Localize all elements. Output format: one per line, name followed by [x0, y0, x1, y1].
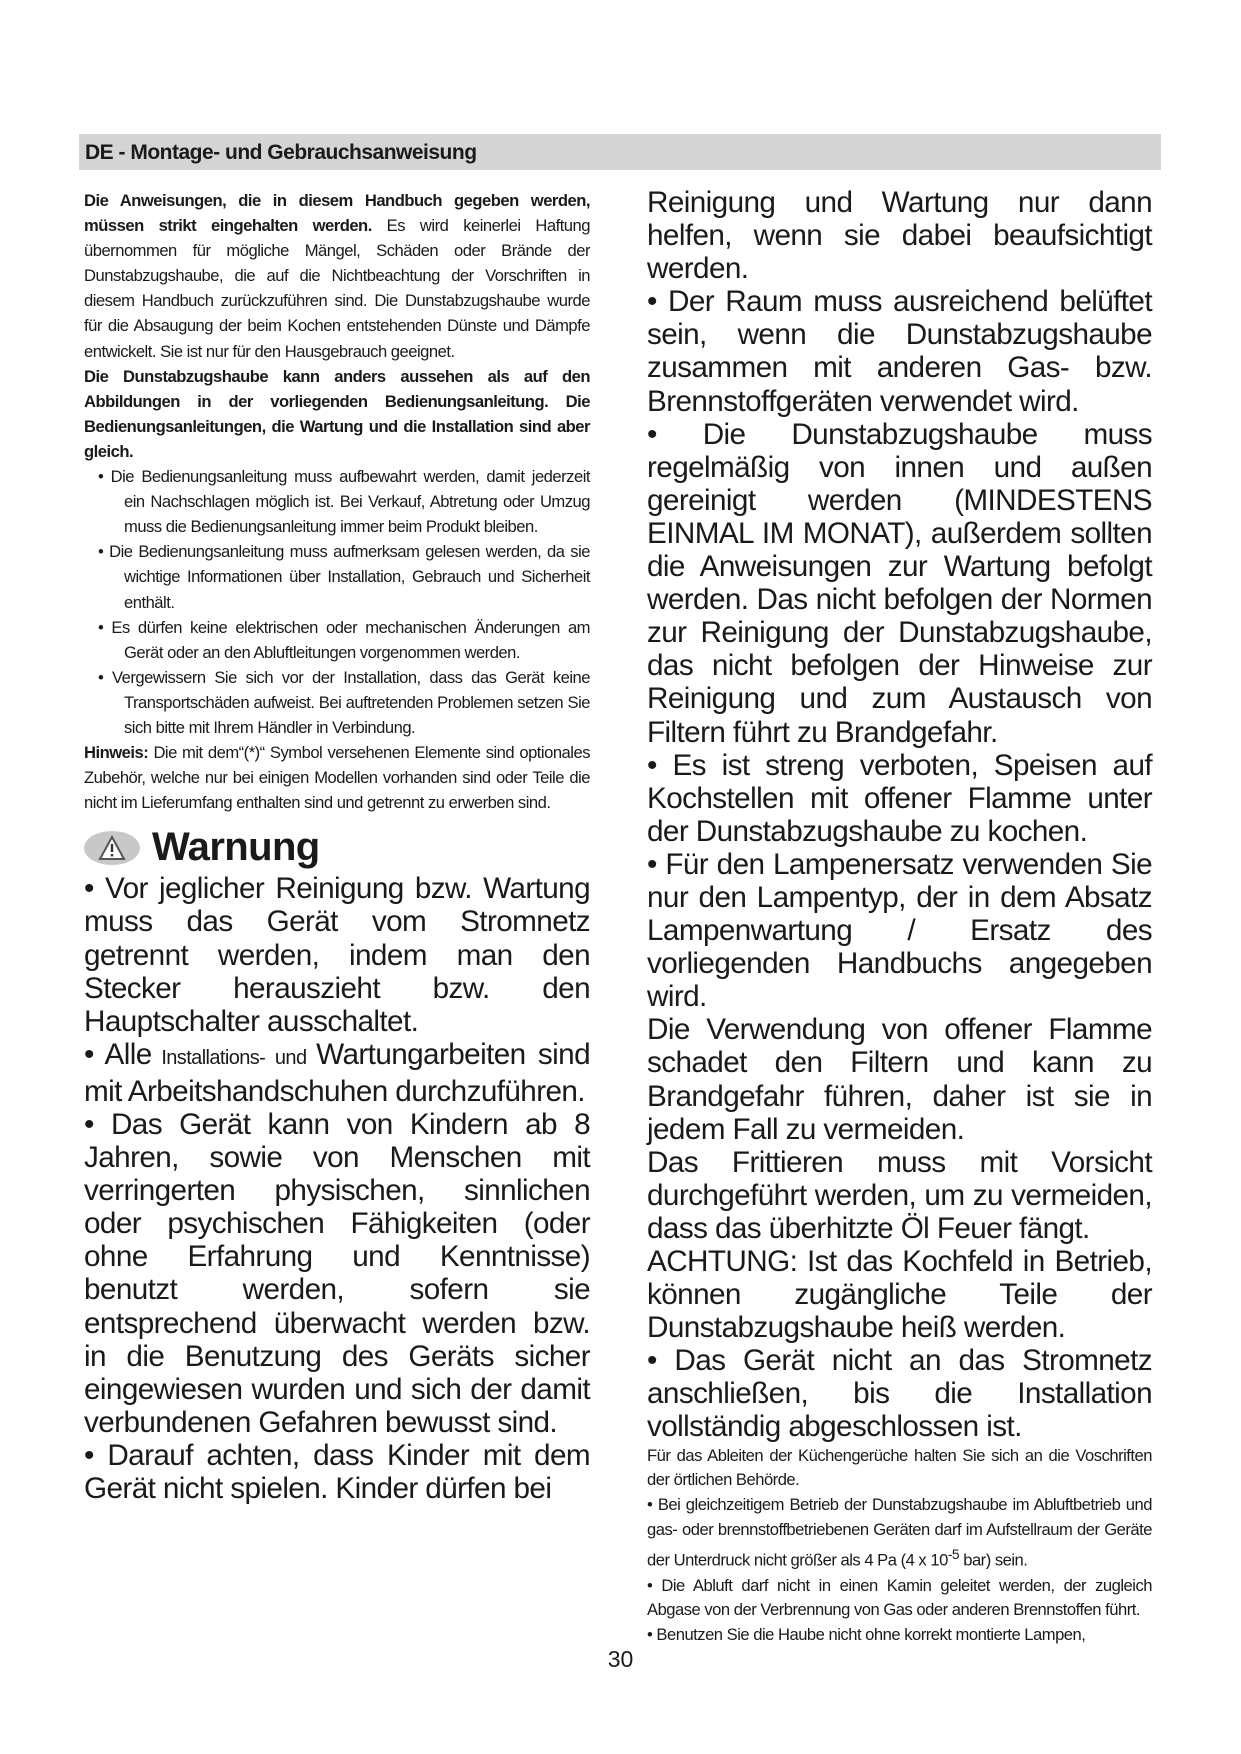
- section-header: [79, 134, 1161, 170]
- hint-text: Die mit dem“(*)“ Symbol versehenen Elemente sind optionales Zubehör, welche nur bei einigen Modellen vorhanden sind oder Teile die nicht im Lieferumfang enthalten sind und getrennt zu erwerben sind.: [84, 743, 590, 813]
- appearance-note: Die Dunstabzugshaube kann anders aussehen als auf den Abbildungen in der vorliegenden Bedienungsanleitung. Die Bedienungsanleitungen, die Wartung und die Installation sind aber gleich.: [84, 366, 590, 461]
- bullet-item: • Vergewissern Sie sich vor der Installation, dass das Gerät keine Transportschäden aufweist. Bei auftretenden Problemen setzen Sie sich bitte mit Ihrem Händler in Verbindung.: [98, 667, 590, 737]
- warning-paragraph: • Für den Lampenersatz verwenden Sie nur den Lampentyp, der in dem Absatz Lampenwartung / Ersatz des vorliegenden Handbuchs angegeben wird.: [647, 847, 1152, 1014]
- warning-icon: [84, 831, 140, 865]
- section-title: DE - Montage- und Gebrauchsanweisung: [85, 141, 477, 164]
- small-paragraph: • Die Abluft darf nicht in einen Kamin geleitet werden, der zugleich Abgase von der Verbrennung von Gas oder anderen Brennstoffen führt.: [647, 1575, 1152, 1620]
- intro-paragraph: [84, 188, 590, 364]
- warning-text: [84, 872, 590, 1505]
- warning-paragraph: • Das Gerät nicht an das Stromnetz anschließen, bis die Installation vollständig abgeschlossen ist.: [647, 1344, 1152, 1444]
- warning-paragraph: Reinigung und Wartung nur dann helfen, wenn sie dabei beaufsichtigt werden.: [647, 186, 1152, 286]
- warning-paragraph: • Die Dunstabzugshaube muss regelmäßig von innen und außen gereinigt werden (MINDESTENS EINMAL IM MONAT), außerdem sollten die Anweisungen zur Wartung befolgt werden. Das nicht befolgen der Normen zur Reinigung der Dunstabzugshaube, das nicht befolgen der Hinweise zur Reinigung und zum Austausch von Filtern führt zu Brandgefahr.: [647, 417, 1152, 749]
- small-paragraph: Für das Ableiten der Küchengerüche halten Sie sich an die Voschriften der örtlichen Behörde.: [647, 1445, 1152, 1490]
- bullet-item: • Die Bedienungsanleitung muss aufbewahrt werden, damit jederzeit ein Nachschlagen möglich ist. Bei Verkauf, Abtretung oder Umzug muss die Bedienungsanleitung immer beim Produkt bleiben.: [98, 467, 590, 537]
- intro-block: [84, 188, 590, 815]
- left-column: [84, 188, 590, 1505]
- bullet-item: • Es dürfen keine elektrischen oder mechanischen Änderungen am Gerät oder an den Abluftleitungen vorgenommen werden.: [98, 617, 590, 662]
- intro-text: Es wird keinerlei Haftung übernommen für mögliche Mängel, Schäden oder Brände der Dunstabzugshaube, die auf die Nichtbeachtung der Vorschriften in diesem Handbuch zurückzuführen sind. Die Dunstabzugshaube wurde für die Absaugung der beim Kochen entstehenden Dünste und Dämpfe entwickelt. Sie ist nur für den Hausgebrauch geeignet.: [84, 216, 590, 361]
- hint-paragraph: [84, 740, 590, 815]
- warning-title: Warnung: [152, 825, 320, 870]
- warning-heading: [84, 825, 590, 870]
- hint-label: Hinweis:: [84, 743, 149, 763]
- small-paragraph: • Benutzen Sie die Haube nicht ohne korrekt montierte Lampen,: [647, 1625, 1086, 1645]
- warning-paragraph: Das Frittieren muss mit Vorsicht durchgeführt werden, um zu vermeiden, dass das überhitzte Öl Feuer fängt.: [647, 1145, 1152, 1245]
- bullet-item: • Die Bedienungsanleitung muss aufmerksam gelesen werden, da sie wichtige Informationen über Installation, Gebrauch und Sicherheit enthält.: [98, 542, 590, 612]
- warning-paragraph: ACHTUNG: Ist das Kochfeld in Betrieb, können zugängliche Teile der Dunstabzugshaube heiß werden.: [647, 1245, 1152, 1345]
- right-small-text: [647, 1444, 1152, 1648]
- warning-paragraph: • Vor jeglicher Reinigung bzw. Wartung muss das Gerät vom Stromnetz getrennt werden, indem man den Stecker herauszieht bzw. den Hauptschalter ausschaltet.: [84, 872, 590, 1038]
- page-number: 30: [607, 1646, 634, 1672]
- warning-paragraph: • Der Raum muss ausreichend belüftet sein, wenn die Dunstabzugshaube zusammen mit anderen Gas- bzw. Brennstoffgeräten verwendet wird.: [647, 285, 1152, 418]
- warning-paragraph: • Es ist streng verboten, Speisen auf Kochstellen mit offener Flamme unter der Dunstabzugshaube zu kochen.: [647, 748, 1152, 848]
- small-paragraph: • Bei gleichzeitigem Betrieb der Dunstabzugshaube im Abluftbetrieb und gas- oder brennstoffbetriebenen Geräten darf im Aufstellraum der Geräte der Unterdruck nicht größer als 4 Pa (4 x $10^{-5}$ bar) sein.: [647, 1494, 1152, 1570]
- warning-paragraph: • Das Gerät kann von Kindern ab 8 Jahren, sowie von Menschen mit verringerten physischen, sinnlichen oder psychischen Fähigkeiten (oder ohne Erfahrung und Kenntnisse) benutzt werden, sofern sie entsprechend überwacht werden bzw. in die Benutzung des Geräts sicher eingewiesen wurden und sich der damit verbundenen Gefahren bewusst sind.: [84, 1108, 590, 1439]
- intro-bold: Die Anweisungen, die in diesem Handbuch gegeben werden, müssen strikt eingehalten werden.: [84, 191, 590, 236]
- right-column: [647, 186, 1152, 1648]
- warning-paragraph: • Alle Installations- und Wartungarbeiten sind mit Arbeitshandschuhen durchzuführen.: [84, 1037, 590, 1108]
- warning-paragraph: Die Verwendung von offener Flamme schadet den Filtern und kann zu Brandgefahr führen, daher ist sie in jedem Fall zu vermeiden.: [647, 1013, 1152, 1146]
- right-warning-text: [647, 186, 1152, 1444]
- warning-paragraph: • Darauf achten, dass Kinder mit dem Gerät nicht spielen. Kinder dürfen bei: [84, 1438, 590, 1506]
